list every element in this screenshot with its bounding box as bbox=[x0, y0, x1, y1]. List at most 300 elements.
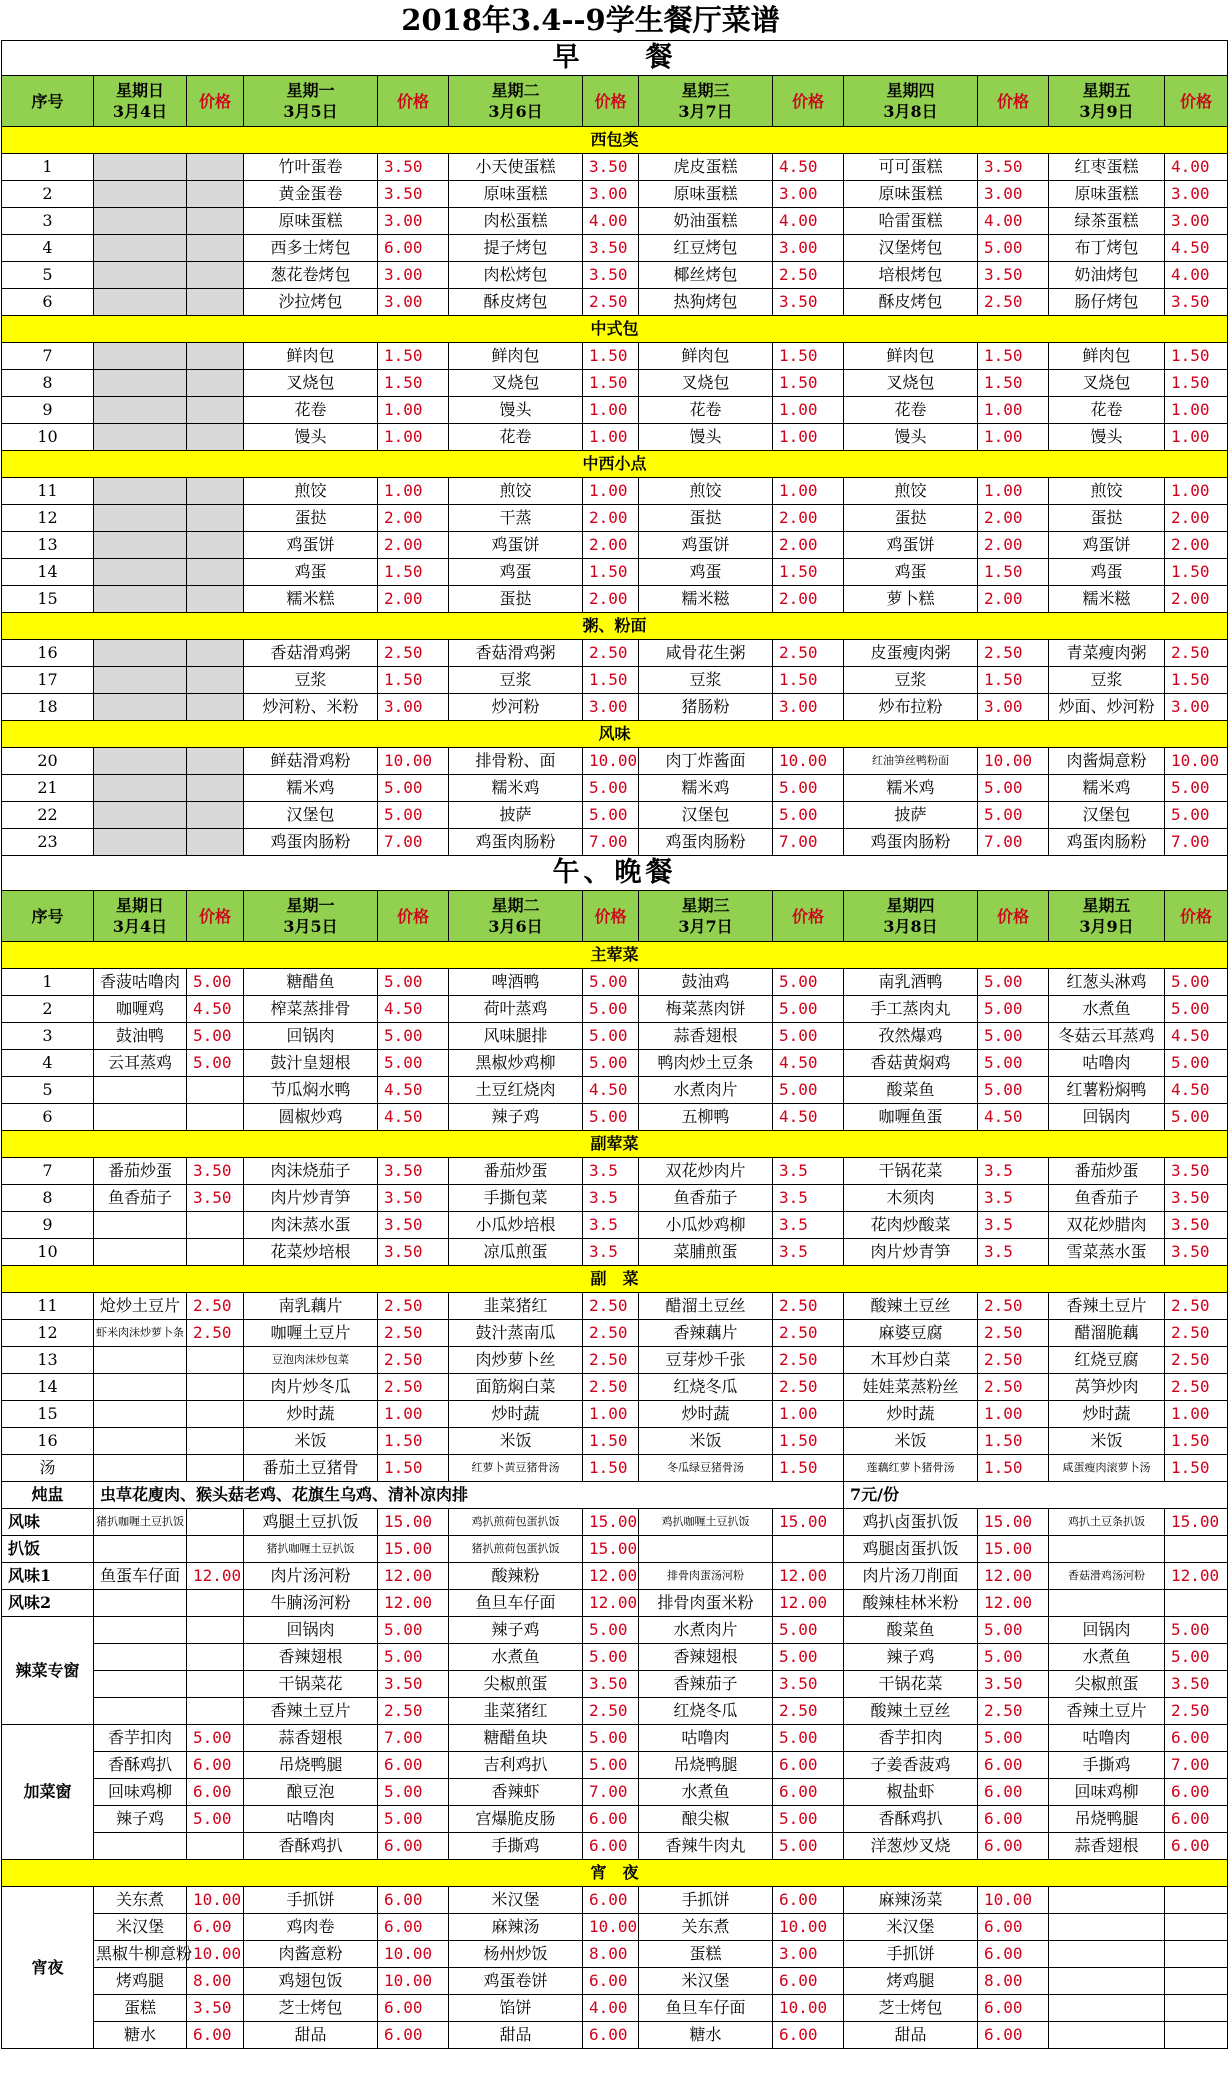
dish-price: 6.00 bbox=[378, 1914, 449, 1941]
dish-price: 3.00 bbox=[1165, 181, 1228, 208]
menu-row bbox=[2, 586, 1228, 613]
dish-name bbox=[94, 208, 187, 235]
dish-price: 12.00 bbox=[978, 1563, 1049, 1590]
dish-price: 2.00 bbox=[378, 505, 449, 532]
dish-price: 15.00 bbox=[378, 1509, 449, 1536]
dish-name: 咸蛋瘦肉滚萝卜汤 bbox=[1049, 1455, 1165, 1482]
dish-name: 叉烧包 bbox=[844, 370, 978, 397]
dish-price: 6.00 bbox=[773, 2022, 844, 2049]
dish-name: 红油笋丝鸭粉面 bbox=[844, 748, 978, 775]
dish-price: 8.00 bbox=[583, 1941, 639, 1968]
dish-price: 5.00 bbox=[1165, 1644, 1228, 1671]
menu-row bbox=[2, 424, 1228, 451]
flavor-label: 风味 bbox=[2, 1509, 94, 1536]
dish-name: 糯米鸡 bbox=[1049, 775, 1165, 802]
dish-name: 花卷 bbox=[639, 397, 773, 424]
dish-price bbox=[187, 532, 244, 559]
dish-price: 1.00 bbox=[583, 397, 639, 424]
row-number: 14 bbox=[2, 559, 94, 586]
dish-name: 鼓油鸡 bbox=[639, 969, 773, 996]
header-price: 价格 bbox=[187, 76, 244, 127]
header-date: 3月7日 bbox=[678, 102, 733, 121]
dish-name: 馒头 bbox=[639, 424, 773, 451]
header-price: 价格 bbox=[378, 76, 449, 127]
dish-price: 1.50 bbox=[978, 559, 1049, 586]
menu-row bbox=[2, 181, 1228, 208]
dish-name: 豆浆 bbox=[449, 667, 583, 694]
dish-price: 6.00 bbox=[978, 2022, 1049, 2049]
dish-name: 回锅肉 bbox=[244, 1617, 378, 1644]
dish-name: 孜然爆鸡 bbox=[844, 1023, 978, 1050]
dish-name: 五柳鸭 bbox=[639, 1104, 773, 1131]
dish-price: 2.50 bbox=[1165, 1698, 1228, 1725]
dish-price bbox=[187, 748, 244, 775]
menu-row bbox=[2, 996, 1228, 1023]
dish-price: 1.50 bbox=[378, 559, 449, 586]
row-number: 20 bbox=[2, 748, 94, 775]
dish-price: 2.50 bbox=[583, 1698, 639, 1725]
dish-name: 蒜香翅根 bbox=[639, 1023, 773, 1050]
header-date: 3月4日 bbox=[112, 917, 168, 936]
dish-price bbox=[1165, 1968, 1228, 1995]
header-date: 3月5日 bbox=[283, 102, 338, 121]
dish-price: 2.50 bbox=[187, 1293, 244, 1320]
dish-price: 5.00 bbox=[187, 969, 244, 996]
header-num: 序号 bbox=[2, 891, 94, 942]
dish-price bbox=[187, 1644, 244, 1671]
header-weekday: 星期三 bbox=[681, 896, 730, 915]
dish-price: 5.00 bbox=[187, 1023, 244, 1050]
dish-price bbox=[773, 1536, 844, 1563]
dish-name: 鸡蛋 bbox=[449, 559, 583, 586]
dish-price: 3.00 bbox=[773, 1941, 844, 1968]
dish-price: 1.50 bbox=[978, 343, 1049, 370]
dish-name bbox=[1049, 1887, 1165, 1914]
dish-name bbox=[1049, 2022, 1165, 2049]
section-title: 宵 夜 bbox=[2, 1860, 1228, 1887]
menu-row bbox=[2, 640, 1228, 667]
night-row bbox=[2, 2022, 1228, 2049]
dish-price: 10.00 bbox=[773, 1914, 844, 1941]
dish-name bbox=[94, 343, 187, 370]
dish-price bbox=[187, 478, 244, 505]
dish-price: 3.00 bbox=[978, 181, 1049, 208]
dish-price: 3.50 bbox=[583, 262, 639, 289]
dish-name: 汉堡包 bbox=[1049, 802, 1165, 829]
spicy-row bbox=[2, 1617, 1228, 1644]
dish-name: 馒头 bbox=[449, 397, 583, 424]
dish-name: 雪菜蒸水蛋 bbox=[1049, 1239, 1165, 1266]
menu-row bbox=[2, 505, 1228, 532]
dish-name: 米饭 bbox=[639, 1428, 773, 1455]
dish-price: 1.50 bbox=[378, 667, 449, 694]
stew-label: 炖盅 bbox=[2, 1482, 94, 1509]
dish-price: 6.00 bbox=[378, 1887, 449, 1914]
dish-price: 3.50 bbox=[583, 1671, 639, 1698]
menu-row bbox=[2, 775, 1228, 802]
section-row bbox=[2, 127, 1228, 154]
dish-price: 12.00 bbox=[583, 1563, 639, 1590]
dish-name bbox=[94, 1077, 187, 1104]
extra-row bbox=[2, 1752, 1228, 1779]
menu-row bbox=[2, 1158, 1228, 1185]
dish-price: 3.50 bbox=[1165, 1671, 1228, 1698]
header-day bbox=[94, 76, 187, 127]
dish-price: 6.00 bbox=[1165, 1833, 1228, 1860]
dish-price bbox=[187, 1590, 244, 1617]
dish-name: 汉堡包 bbox=[244, 802, 378, 829]
dish-price: 6.00 bbox=[378, 1995, 449, 2022]
dish-price: 2.50 bbox=[378, 1320, 449, 1347]
dish-name: 蛋糕 bbox=[94, 1995, 187, 2022]
dish-price: 4.50 bbox=[978, 1104, 1049, 1131]
dish-name: 冬菇云耳蒸鸡 bbox=[1049, 1023, 1165, 1050]
dish-price: 5.00 bbox=[773, 1644, 844, 1671]
dish-price: 10.00 bbox=[978, 1887, 1049, 1914]
dish-name: 甜品 bbox=[844, 2022, 978, 2049]
dish-price: 5.00 bbox=[1165, 1617, 1228, 1644]
dish-price: 1.00 bbox=[1165, 424, 1228, 451]
dish-name: 糖水 bbox=[639, 2022, 773, 2049]
night-row bbox=[2, 1887, 1228, 1914]
dish-name: 酸菜鱼 bbox=[844, 1077, 978, 1104]
dish-name: 荷叶蒸鸡 bbox=[449, 996, 583, 1023]
dish-price: 6.00 bbox=[978, 1941, 1049, 1968]
dish-price: 1.50 bbox=[1165, 1428, 1228, 1455]
dish-price: 1.00 bbox=[583, 424, 639, 451]
dish-price: 2.00 bbox=[583, 532, 639, 559]
spicy-row bbox=[2, 1671, 1228, 1698]
dish-name: 鸡蛋 bbox=[639, 559, 773, 586]
dish-price: 3.00 bbox=[378, 208, 449, 235]
dish-name: 水煮鱼 bbox=[1049, 1644, 1165, 1671]
dish-name: 辣子鸡 bbox=[449, 1617, 583, 1644]
dish-price: 2.50 bbox=[583, 1320, 639, 1347]
menu-row bbox=[2, 667, 1228, 694]
dish-price: 2.50 bbox=[773, 1698, 844, 1725]
dish-name: 鸡腿土豆扒饭 bbox=[244, 1509, 378, 1536]
dish-price: 1.00 bbox=[378, 478, 449, 505]
dish-name bbox=[94, 478, 187, 505]
dish-price: 3.50 bbox=[187, 1185, 244, 1212]
dish-price: 10.00 bbox=[187, 1887, 244, 1914]
header-price: 价格 bbox=[1165, 76, 1228, 127]
dish-name bbox=[94, 775, 187, 802]
dish-price: 3.50 bbox=[1165, 1239, 1228, 1266]
dish-name: 香酥鸡扒 bbox=[844, 1806, 978, 1833]
dish-price: 10.00 bbox=[583, 1914, 639, 1941]
dish-price: 3.50 bbox=[773, 1671, 844, 1698]
dish-name: 节瓜焖水鸭 bbox=[244, 1077, 378, 1104]
dish-price: 2.50 bbox=[773, 1320, 844, 1347]
dish-price: 15.00 bbox=[1165, 1509, 1228, 1536]
flavor-row bbox=[2, 1536, 1228, 1563]
header-weekday: 星期日 bbox=[115, 81, 164, 100]
dish-price: 5.00 bbox=[773, 1023, 844, 1050]
dish-price: 7.00 bbox=[1165, 1752, 1228, 1779]
dish-price: 5.00 bbox=[978, 1644, 1049, 1671]
dish-price: 1.50 bbox=[978, 1455, 1049, 1482]
dish-price: 1.00 bbox=[378, 1401, 449, 1428]
dish-price: 1.50 bbox=[1165, 667, 1228, 694]
dish-name bbox=[94, 154, 187, 181]
dish-price bbox=[187, 397, 244, 424]
row-number: 7 bbox=[2, 1158, 94, 1185]
dish-price bbox=[187, 1455, 244, 1482]
stew-row bbox=[2, 1482, 1228, 1509]
dish-name: 木须肉 bbox=[844, 1185, 978, 1212]
menu-row bbox=[2, 829, 1228, 856]
row-number: 16 bbox=[2, 640, 94, 667]
dish-price: 1.50 bbox=[773, 559, 844, 586]
menu-row bbox=[2, 1023, 1228, 1050]
dish-name: 猪扒煎荷包蛋扒饭 bbox=[449, 1536, 583, 1563]
dish-price: 3.00 bbox=[583, 181, 639, 208]
dish-name: 菜脯煎蛋 bbox=[639, 1239, 773, 1266]
dish-price bbox=[1165, 1941, 1228, 1968]
dish-price: 8.00 bbox=[978, 1968, 1049, 1995]
dish-price: 2.00 bbox=[978, 532, 1049, 559]
extra-row bbox=[2, 1725, 1228, 1752]
section-row bbox=[2, 721, 1228, 748]
dish-name: 竹叶蛋卷 bbox=[244, 154, 378, 181]
dish-name: 吉利鸡扒 bbox=[449, 1752, 583, 1779]
row-number: 4 bbox=[2, 1050, 94, 1077]
dish-name: 鸭肉炒土豆条 bbox=[639, 1050, 773, 1077]
dish-name: 干锅花菜 bbox=[844, 1671, 978, 1698]
dish-name: 花卷 bbox=[844, 397, 978, 424]
dish-price: 6.00 bbox=[978, 1752, 1049, 1779]
night-row bbox=[2, 1995, 1228, 2022]
dish-name: 炒面、炒河粉 bbox=[1049, 694, 1165, 721]
dish-name: 肉片汤河粉 bbox=[244, 1563, 378, 1590]
dish-name: 肉片炒冬瓜 bbox=[244, 1374, 378, 1401]
dish-name: 蛋挞 bbox=[244, 505, 378, 532]
dish-name: 米汉堡 bbox=[844, 1914, 978, 1941]
dish-name: 炒河粉 bbox=[449, 694, 583, 721]
dish-name: 回锅肉 bbox=[1049, 1104, 1165, 1131]
dish-name: 椰丝烤包 bbox=[639, 262, 773, 289]
dish-name: 麻婆豆腐 bbox=[844, 1320, 978, 1347]
dish-price: 3.50 bbox=[378, 154, 449, 181]
header-date: 3月7日 bbox=[678, 917, 733, 936]
dish-name: 鲜肉包 bbox=[639, 343, 773, 370]
night-row bbox=[2, 1968, 1228, 1995]
dish-price: 4.50 bbox=[378, 996, 449, 1023]
dish-name: 手撕鸡 bbox=[1049, 1752, 1165, 1779]
dish-price: 3.50 bbox=[583, 154, 639, 181]
dish-price: 5.00 bbox=[978, 1050, 1049, 1077]
dish-price: 4.00 bbox=[1165, 154, 1228, 181]
dish-price: 6.00 bbox=[583, 1806, 639, 1833]
dish-name: 蛋挞 bbox=[1049, 505, 1165, 532]
dish-price: 2.50 bbox=[583, 289, 639, 316]
dish-name: 糖醋鱼块 bbox=[449, 1725, 583, 1752]
dish-name: 酸辣粉 bbox=[449, 1563, 583, 1590]
dish-name: 鸡蛋肉肠粉 bbox=[844, 829, 978, 856]
dish-price: 3.5 bbox=[583, 1239, 639, 1266]
dish-name bbox=[94, 1617, 187, 1644]
dish-price: 6.00 bbox=[187, 1752, 244, 1779]
dish-price: 6.00 bbox=[378, 1752, 449, 1779]
dish-price bbox=[187, 1617, 244, 1644]
dish-name: 猪扒咖喱土豆扒饭 bbox=[94, 1509, 187, 1536]
dish-price: 1.50 bbox=[978, 667, 1049, 694]
dish-name bbox=[94, 397, 187, 424]
dish-price: 2.00 bbox=[583, 505, 639, 532]
dish-price: 3.50 bbox=[978, 262, 1049, 289]
row-number: 16 bbox=[2, 1428, 94, 1455]
dish-price: 1.00 bbox=[378, 424, 449, 451]
dish-name: 香酥鸡扒 bbox=[94, 1752, 187, 1779]
header-weekday: 星期四 bbox=[886, 81, 935, 100]
dish-price: 10.00 bbox=[773, 748, 844, 775]
dish-price: 5.00 bbox=[773, 802, 844, 829]
dish-name: 皮蛋瘦肉粥 bbox=[844, 640, 978, 667]
dish-price: 1.00 bbox=[773, 478, 844, 505]
dish-price: 5.00 bbox=[583, 775, 639, 802]
menu-row bbox=[2, 235, 1228, 262]
dish-name: 豆泡肉沫炒包菜 bbox=[244, 1347, 378, 1374]
header-day bbox=[94, 891, 187, 942]
dish-name: 排骨肉蛋汤河粉 bbox=[639, 1563, 773, 1590]
row-number: 17 bbox=[2, 667, 94, 694]
dish-name: 甜品 bbox=[244, 2022, 378, 2049]
dish-price: 2.00 bbox=[378, 532, 449, 559]
dish-price: 3.50 bbox=[378, 1185, 449, 1212]
dish-price: 7.00 bbox=[583, 1779, 639, 1806]
dish-price: 3.50 bbox=[1165, 289, 1228, 316]
dish-name: 鸡蛋饼 bbox=[449, 532, 583, 559]
header-date: 3月5日 bbox=[283, 917, 338, 936]
dish-price: 3.00 bbox=[773, 181, 844, 208]
header-weekday: 星期一 bbox=[286, 81, 335, 100]
dish-name: 馒头 bbox=[1049, 424, 1165, 451]
dish-name bbox=[1049, 1536, 1165, 1563]
dish-name: 肉片炒青笋 bbox=[844, 1239, 978, 1266]
header-price: 价格 bbox=[583, 76, 639, 127]
dish-price: 3.50 bbox=[378, 1239, 449, 1266]
dish-name bbox=[94, 424, 187, 451]
dish-name: 尖椒煎蛋 bbox=[1049, 1671, 1165, 1698]
dish-price: 4.50 bbox=[378, 1077, 449, 1104]
dish-name: 梅菜蒸肉饼 bbox=[639, 996, 773, 1023]
dish-name: 糯米鸡 bbox=[244, 775, 378, 802]
dish-name: 汉堡烤包 bbox=[844, 235, 978, 262]
dish-price: 5.00 bbox=[1165, 1050, 1228, 1077]
dish-name bbox=[94, 694, 187, 721]
dish-price: 5.00 bbox=[378, 1779, 449, 1806]
row-number: 15 bbox=[2, 1401, 94, 1428]
dish-name: 香辣土豆片 bbox=[1049, 1698, 1165, 1725]
dish-price: 6.00 bbox=[1165, 1725, 1228, 1752]
dish-name: 芝士烤包 bbox=[844, 1995, 978, 2022]
dish-name: 肉沫蒸水蛋 bbox=[244, 1212, 378, 1239]
row-number: 9 bbox=[2, 1212, 94, 1239]
dish-price: 1.00 bbox=[773, 424, 844, 451]
dish-name: 红葱头淋鸡 bbox=[1049, 969, 1165, 996]
dish-price: 12.00 bbox=[773, 1590, 844, 1617]
header-weekday: 星期五 bbox=[1082, 896, 1131, 915]
dish-price: 1.00 bbox=[978, 397, 1049, 424]
dish-name: 干蒸 bbox=[449, 505, 583, 532]
dish-name: 肠仔烤包 bbox=[1049, 289, 1165, 316]
menu-row bbox=[2, 478, 1228, 505]
dish-name bbox=[94, 1401, 187, 1428]
dish-price: 3.5 bbox=[583, 1212, 639, 1239]
dish-price: 2.00 bbox=[1165, 586, 1228, 613]
dish-name: 香辣土豆片 bbox=[244, 1698, 378, 1725]
dish-name: 吊烧鸭腿 bbox=[639, 1752, 773, 1779]
dish-name: 香辣翅根 bbox=[639, 1644, 773, 1671]
dish-price bbox=[1165, 1590, 1228, 1617]
dish-name: 榨菜蒸排骨 bbox=[244, 996, 378, 1023]
dish-price: 6.00 bbox=[583, 2022, 639, 2049]
row-number: 汤 bbox=[2, 1455, 94, 1482]
dish-name: 鱼旦车仔面 bbox=[449, 1590, 583, 1617]
dish-price: 7.00 bbox=[978, 829, 1049, 856]
dish-price: 1.00 bbox=[583, 1401, 639, 1428]
dish-price: 2.00 bbox=[978, 505, 1049, 532]
extra-row bbox=[2, 1779, 1228, 1806]
dish-name: 糖醋鱼 bbox=[244, 969, 378, 996]
dish-price bbox=[187, 505, 244, 532]
dish-name: 豆浆 bbox=[1049, 667, 1165, 694]
dish-name: 肉片炒青笋 bbox=[244, 1185, 378, 1212]
dish-name: 糖水 bbox=[94, 2022, 187, 2049]
dish-name: 回味鸡柳 bbox=[94, 1779, 187, 1806]
dish-name: 凉瓜煎蛋 bbox=[449, 1239, 583, 1266]
dish-name: 水煮肉片 bbox=[639, 1617, 773, 1644]
dish-price: 5.00 bbox=[187, 1725, 244, 1752]
dish-name bbox=[94, 667, 187, 694]
dish-price bbox=[187, 694, 244, 721]
dish-price: 10.00 bbox=[583, 748, 639, 775]
dish-name bbox=[94, 1455, 187, 1482]
dish-name: 干锅菜花 bbox=[244, 1671, 378, 1698]
dish-price: 5.00 bbox=[978, 1725, 1049, 1752]
row-number: 5 bbox=[2, 262, 94, 289]
dish-name: 咖喱鸡 bbox=[94, 996, 187, 1023]
dish-price bbox=[187, 1401, 244, 1428]
dish-price: 4.00 bbox=[583, 1995, 639, 2022]
dish-name: 糯米鸡 bbox=[449, 775, 583, 802]
dish-name: 鱼香茄子 bbox=[639, 1185, 773, 1212]
dish-name bbox=[94, 1536, 187, 1563]
extra-row bbox=[2, 1833, 1228, 1860]
dish-name: 鸡蛋饼 bbox=[1049, 532, 1165, 559]
dish-name: 馅饼 bbox=[449, 1995, 583, 2022]
meal-title: 午、晚餐 bbox=[2, 856, 1228, 891]
dish-price bbox=[187, 829, 244, 856]
dish-name: 尖椒煎蛋 bbox=[449, 1671, 583, 1698]
dish-name bbox=[1049, 1941, 1165, 1968]
row-number: 7 bbox=[2, 343, 94, 370]
dish-name: 煎饺 bbox=[639, 478, 773, 505]
dish-name: 吊烧鸭腿 bbox=[1049, 1806, 1165, 1833]
dish-name: 炒时蔬 bbox=[449, 1401, 583, 1428]
dish-price bbox=[1165, 1887, 1228, 1914]
dish-price: 3.50 bbox=[1165, 1212, 1228, 1239]
dish-price: 4.50 bbox=[187, 996, 244, 1023]
row-number: 8 bbox=[2, 1185, 94, 1212]
dish-name: 肉炒萝卜丝 bbox=[449, 1347, 583, 1374]
dish-name: 韭菜猪红 bbox=[449, 1293, 583, 1320]
dish-price: 1.50 bbox=[583, 370, 639, 397]
dish-name: 叉烧包 bbox=[639, 370, 773, 397]
dish-name: 鸡蛋 bbox=[844, 559, 978, 586]
dish-price bbox=[187, 775, 244, 802]
